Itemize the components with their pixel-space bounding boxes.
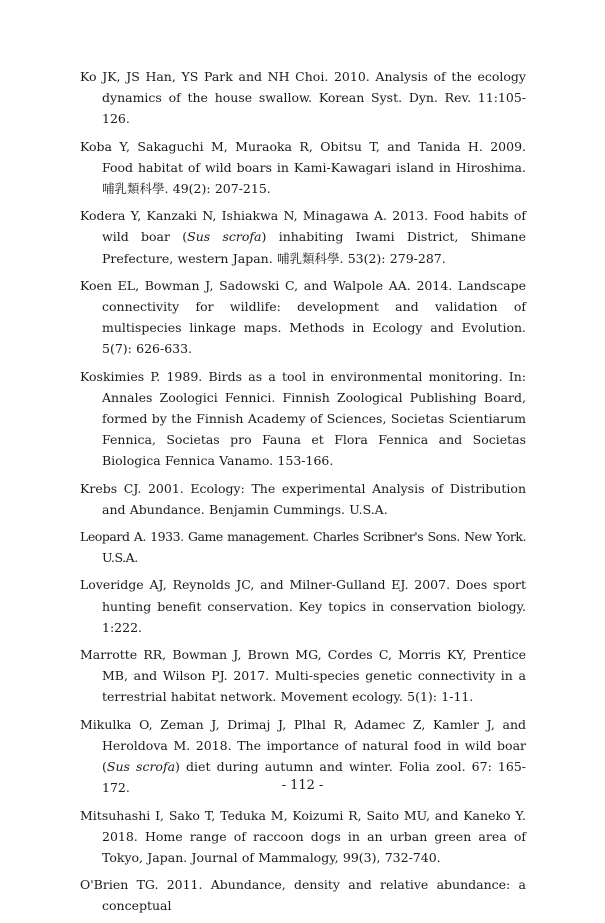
- reference-text: Mikulka O, Zeman J, Drimaj J, Plhal R, Adamec Z, Kamler J, and Heroldova M. 2018. The importance of natural food in wild boar (: [80, 716, 526, 775]
- reference-entry: [80, 644, 526, 708]
- reference-text: ) diet during autumn and winter. Folia zool. 67: 165-172.: [102, 759, 526, 796]
- reference-entry: [80, 136, 526, 200]
- reference-entry: [80, 366, 526, 472]
- reference-text: Ko JK, JS Han, YS Park and NH Choi. 2010. Analysis of the ecology dynamics of the house swallow. Korean Syst. Dyn. Rev. 11:105-126.: [80, 69, 526, 127]
- reference-text: Loveridge AJ, Reynolds JC, and Milner-Gulland EJ. 2007. Does sport hunting benefit conservation. Key topics in conservation biology. 1:222.: [80, 577, 526, 635]
- species-name: Sus scrofa: [106, 759, 176, 775]
- reference-text: ) inhabiting Iwami District, Shimane Prefecture, western Japan. 哺乳類科學. 53(2): 279-287.: [102, 229, 526, 266]
- reference-text: Krebs CJ. 2001. Ecology: The experimental Analysis of Distribution and Abundance. Benjamin Cummings. U.S.A.: [80, 480, 526, 517]
- reference-entry: [80, 874, 526, 916]
- reference-text: Mitsuhashi I, Sako T, Teduka M, Koizumi R, Saito MU, and Kaneko Y. 2018. Home range of raccoon dogs in an urban green area of Tokyo, Japan. Journal of Mammalogy, 99(3), 732-740.: [80, 807, 526, 865]
- reference-entry: [80, 66, 526, 130]
- reference-entry: [80, 478, 526, 520]
- reference-text: Koskimies P. 1989. Birds as a tool in environmental monitoring. In: Annales Zoologici Fennici. Finnish Zoological Publishing Board, formed by the Finnish Academy of Sciences, Societas Scientiarum Fennica, Societas pro Fauna et Flora Fennica and Societas Biologica Fennica Vanamo. 153-166.: [80, 368, 526, 469]
- reference-entry: [80, 275, 526, 360]
- reference-text: O'Brien TG. 2011. Abundance, density and relative abundance: a conceptual: [80, 877, 526, 914]
- reference-text: Koen EL, Bowman J, Sadowski C, and Walpole AA. 2014. Landscape connectivity for wildlife: development and validation of multispecies linkage maps. Methods in Ecology and Evolution. 5(7): 626-633.: [80, 277, 526, 357]
- reference-entry: [80, 574, 526, 638]
- page-number: - 112 -: [281, 778, 324, 793]
- species-name: Sus scrofa: [187, 229, 262, 245]
- reference-entry: [80, 205, 526, 269]
- reference-text: Kodera Y, Kanzaki N, Ishiakwa N, Minagawa A. 2013. Food habits of wild boar (: [80, 208, 526, 245]
- reference-entry: [80, 526, 526, 568]
- reference-text: Marrotte RR, Bowman J, Brown MG, Cordes C, Morris KY, Prentice MB, and Wilson PJ. 2017. Multi-species genetic connectivity in a terrestrial habitat network. Movement ecology. 5(1): 1-11.: [80, 647, 526, 705]
- reference-text: Koba Y, Sakaguchi M, Muraoka R, Obitsu T, and Tanida H. 2009. Food habitat of wild boars in Kami-Kawagari island in Hiroshima. 哺乳類科學. 49(2): 207-215.: [80, 138, 526, 197]
- reference-entry: [80, 805, 526, 869]
- reference-text: Leopard A. 1933. Game management. Charles Scribner's Sons. New York. U.S.A.: [80, 529, 526, 566]
- reference-list: [80, 66, 526, 923]
